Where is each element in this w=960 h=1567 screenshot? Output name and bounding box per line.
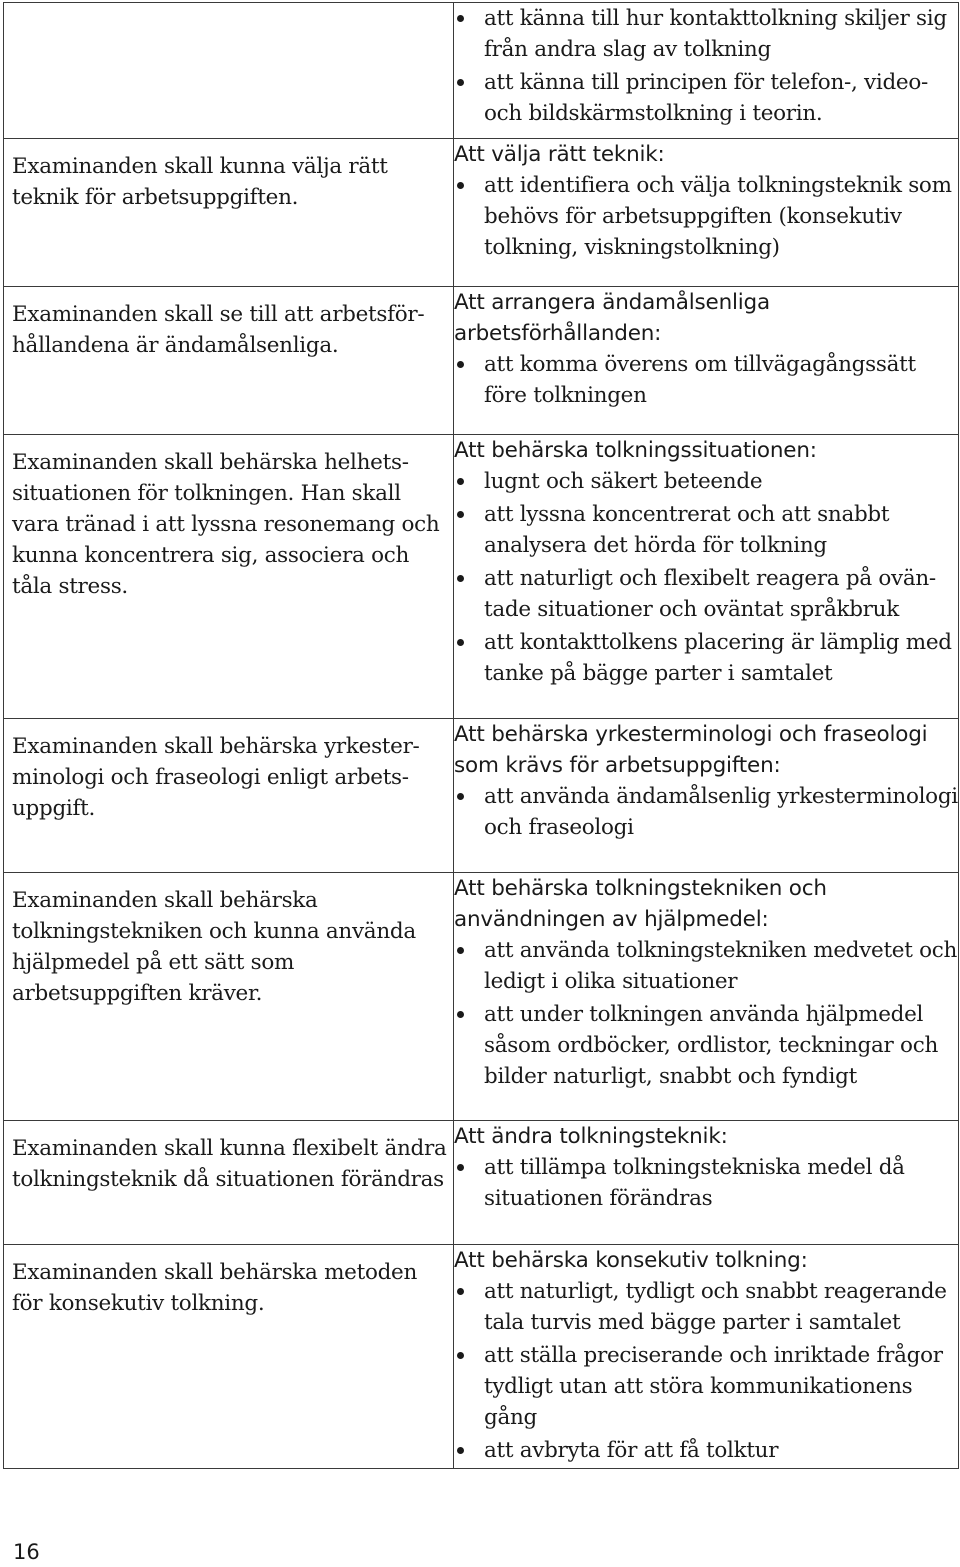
section-heading: Att behärska tolkningstekniken och användningen av hjälpmedel: bbox=[454, 876, 827, 932]
right-cell bbox=[454, 3, 959, 139]
left-cell bbox=[4, 1245, 454, 1469]
bullet-list bbox=[454, 3, 958, 129]
section-heading: Att behärska yrkesterminologi och fraseologi som krävs för arbetsuppgiften: bbox=[454, 722, 928, 778]
right-cell bbox=[454, 435, 959, 719]
list-item bbox=[454, 349, 958, 411]
list-item-text: att komma överens om tillvägagångssätt före tolkningen bbox=[484, 352, 916, 408]
list-item bbox=[454, 1435, 958, 1466]
left-cell-text: Examinanden skall se till att arbetsförhållandena är ändamålsenliga. bbox=[12, 302, 425, 358]
bullet-icon bbox=[457, 1447, 464, 1454]
bullet-list bbox=[454, 349, 958, 411]
table-row bbox=[4, 719, 959, 873]
bullet-icon bbox=[457, 182, 464, 189]
list-item-text: att använda ändamålsenlig yrkesterminologi och fraseologi bbox=[484, 784, 958, 840]
bullet-icon bbox=[457, 511, 464, 518]
right-cell bbox=[454, 719, 959, 873]
left-cell-text: Examinanden skall behärska yrkesterminologi och fraseologi enligt arbetsuppgift. bbox=[12, 734, 420, 821]
list-item-text: att kontakttolkens placering är lämplig med tanke på bägge parter i samtalet bbox=[484, 630, 952, 686]
left-cell-text bbox=[4, 3, 453, 27]
list-item-text: att använda tolkningstekniken medvetet och ledigt i olika situationer bbox=[484, 938, 958, 994]
section-heading: Att arrangera ändamålsenliga arbetsförhållanden: bbox=[454, 290, 770, 346]
bullet-icon bbox=[457, 478, 464, 485]
list-item-text: att under tolkningen använda hjälpmedel såsom ordböcker, ordlistor, teckningar och bilder naturligt, snabbt och fyndigt bbox=[484, 1002, 938, 1089]
section-heading: Att välja rätt teknik: bbox=[454, 142, 665, 167]
left-cell bbox=[4, 719, 454, 873]
right-cell bbox=[454, 873, 959, 1121]
list-item-text: att känna till principen för telefon-, video- och bildskärmstolkning i teorin. bbox=[484, 70, 928, 126]
bullet-icon bbox=[457, 639, 464, 646]
list-item-text: att känna till hur kontakttolkning skiljer sig från andra slag av tolkning bbox=[484, 6, 947, 62]
right-cell bbox=[454, 1245, 959, 1469]
list-item bbox=[454, 1340, 958, 1433]
bullet-list bbox=[454, 935, 958, 1092]
bullet-icon bbox=[457, 793, 464, 800]
left-cell bbox=[4, 287, 454, 435]
list-item-text: att naturligt, tydligt och snabbt reagerande tala turvis med bägge parter i samtalet bbox=[484, 1279, 947, 1335]
left-cell bbox=[4, 1121, 454, 1245]
list-item-text: att lyssna koncentrerat och att snabbt analysera det hörda för tolkning bbox=[484, 502, 890, 558]
left-cell bbox=[4, 139, 454, 287]
list-item-text: att identifiera och välja tolkningsteknik som behövs för arbetsuppgiften (konsekutiv tolkning, viskningstolkning) bbox=[484, 173, 952, 260]
section-heading: Att behärska konsekutiv tolkning: bbox=[454, 1248, 808, 1273]
list-item-text: lugnt och säkert beteende bbox=[484, 469, 763, 494]
bullet-list bbox=[454, 781, 958, 843]
bullet-icon bbox=[457, 1011, 464, 1018]
bullet-icon bbox=[457, 575, 464, 582]
list-item bbox=[454, 1276, 958, 1338]
list-item bbox=[454, 170, 958, 263]
bullet-icon bbox=[457, 1164, 464, 1171]
bullet-icon bbox=[457, 15, 464, 22]
list-item-text: att tillämpa tolkningstekniska medel då situationen förändras bbox=[484, 1155, 905, 1211]
bullet-icon bbox=[457, 1288, 464, 1295]
criteria-table bbox=[3, 2, 959, 1469]
list-item-text: att avbryta för att få tolktur bbox=[484, 1438, 779, 1463]
left-cell-text: Examinanden skall behärska tolkningstekniken och kunna använda hjälpmedel på ett sätt som arbetsuppgiften kräver. bbox=[12, 888, 416, 1006]
left-cell-text: Examinanden skall behärska metoden för konsekutiv tolkning. bbox=[12, 1260, 418, 1316]
bullet-icon bbox=[457, 361, 464, 368]
table-row bbox=[4, 139, 959, 287]
list-item bbox=[454, 499, 958, 561]
bullet-list bbox=[454, 1152, 958, 1214]
right-cell bbox=[454, 139, 959, 287]
list-item bbox=[454, 466, 958, 497]
left-cell bbox=[4, 435, 454, 719]
list-item bbox=[454, 3, 958, 65]
list-item-text: att naturligt och flexibelt reagera på oväntade situationer och oväntat språkbruk bbox=[484, 566, 937, 622]
right-cell bbox=[454, 1121, 959, 1245]
section-heading: Att behärska tolkningssituationen: bbox=[454, 438, 817, 463]
table-row bbox=[4, 3, 959, 139]
table-row bbox=[4, 1245, 959, 1469]
list-item bbox=[454, 67, 958, 129]
left-cell-text: Examinanden skall behärska helhetssituationen för tolkningen. Han skall vara tränad i att lyssna resonemang och kunna koncentrera sig, associera och tåla stress. bbox=[12, 450, 440, 599]
table-row bbox=[4, 435, 959, 719]
list-item bbox=[454, 1152, 958, 1214]
bullet-icon bbox=[457, 79, 464, 86]
page-number: 16 bbox=[13, 1540, 40, 1564]
section-heading: Att ändra tolkningsteknik: bbox=[454, 1124, 728, 1149]
bullet-list bbox=[454, 170, 958, 263]
list-item bbox=[454, 627, 958, 689]
table-row bbox=[4, 1121, 959, 1245]
bullet-icon bbox=[457, 1352, 464, 1359]
left-cell-text: Examinanden skall kunna välja rätt teknik för arbetsuppgiften. bbox=[12, 154, 388, 210]
left-cell bbox=[4, 3, 454, 139]
bullet-list bbox=[454, 1276, 958, 1466]
list-item bbox=[454, 563, 958, 625]
list-item bbox=[454, 935, 958, 997]
table-row bbox=[4, 873, 959, 1121]
right-cell bbox=[454, 287, 959, 435]
list-item bbox=[454, 999, 958, 1092]
list-item-text: att ställa preciserande och inriktade frågor tydligt utan att störa kommunikationens gång bbox=[484, 1343, 943, 1430]
list-item bbox=[454, 781, 958, 843]
table-row bbox=[4, 287, 959, 435]
left-cell-text: Examinanden skall kunna flexibelt ändra tolkningsteknik då situationen förändras bbox=[12, 1136, 447, 1192]
bullet-icon bbox=[457, 947, 464, 954]
left-cell bbox=[4, 873, 454, 1121]
bullet-list bbox=[454, 466, 958, 689]
